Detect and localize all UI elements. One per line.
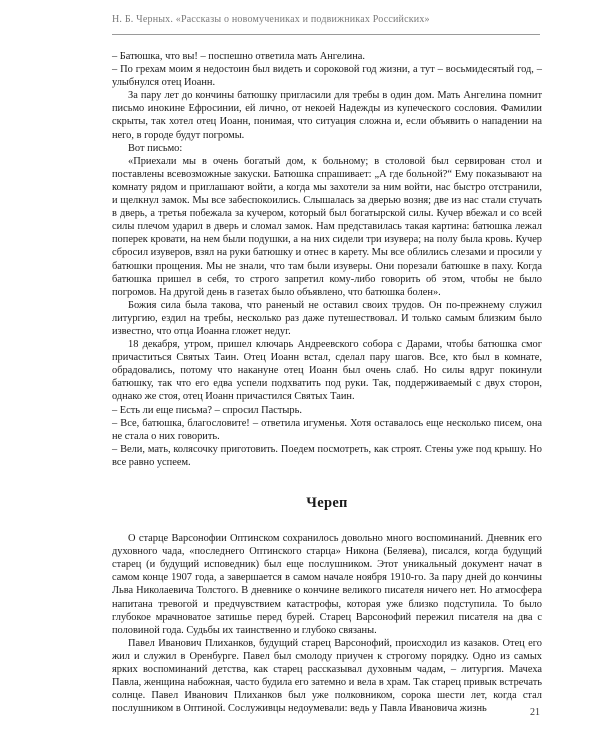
header-rule: [112, 34, 540, 35]
paragraph: – По грехам моим я недостоин был видеть и сороковой год жизни, а тут – восьмидесятый год, – улыбнулся отец Иоанн.: [112, 64, 542, 89]
paragraph: Божия сила была такова, что раненый не оставил своих трудов. Он по-прежнему служил литургию, ездил на требы, несколько раз даже путешествовал. И только самым близким было известно, что отца Иоанна гложет недуг.: [112, 299, 542, 337]
paragraph: Павел Иванович Плиханков, будущий старец Варсонофий, происходил из казаков. Отец его жил и служил в Оренбурге. Павел был смолоду приучен к строгому порядку. Одно из самых ярких воспоминаний детства, как старец рассказывал духовным чадам, – литургия. Мачеха Павла, женщина набожная, часто будила его затемно и вела в храм. Так старец привык встречать солнце. Павел Иванович Плиханков был уже полковником, сорока шести лет, когда стал послушником в Оптиной. Сослуживцы недоумевали: ведь у Павла Ивановича жизнь: [112, 637, 542, 715]
paragraph: Вот письмо:: [128, 142, 183, 154]
page-body: [112, 50, 542, 715]
paragraph: 18 декабря, утром, пришел ключарь Андреевского собора с Дарами, чтобы батюшка смог причаститься Святых Таин. Отец Иоанн встал, сделал пару шагов. Все, кто был в комнате, обрадовались, потому что накануне отец Иоанн был очень слаб. Но силы вдруг покинули батюшку, так что его едва успели подхватить под руки. Так, поддерживаемый с двух сторон, однако же стоя, отец Иоанн причастился Святых Таин.: [112, 339, 542, 403]
running-head: Н. Б. Черных. «Рассказы о новомучениках и подвижниках Российских»: [112, 14, 430, 25]
paragraph: О старце Варсонофии Оптинском сохранилось довольно много воспоминаний. Дневник его духовного чада, «последнего Оптинского старца» Никона (Беляева), писался, когда будущий старец (и будущий исповедник) был еще послушником. Этот уникальный документ начат в самом конце 1907 года, а завершается в самом начале ноября 1910-го. За пару дней до кончины Льва Николаевича Толстого. В дневнике о кончине великого писателя ничего нет. Но атмосфера напитана тревогой и предчувствием катастрофы, которая уже близко подступила. То было глубокое мрачноватое затишье перед бурей. Старец Варсонофий пережил писателя на два с половиной года. Судьбы их таинственно и глубоко связаны.: [112, 533, 542, 636]
quoted-letter: «Приехали мы в очень богатый дом, к больному; в столовой был сервирован стол и поставлены всевозможные закуски. Батюшка спрашивает: „А где больной?“ Ему показывают на комнату рядом и приглашают войти, а когда мы захотели за ним войти, нас быстро отстранили, и щелкнул замок. Мы все забеспокоились. Слышалась за дверью возня; две из нас стали стучать в дверь, а третья побежала за кучером, который был богатырской силы. Кучер вбежал и со всей силы плечом ударил в дверь и сломал замок. Нам представилась такая картина: батюшка лежал поперек кровати, на нем были подушки, а на них сидели три изувера; на полу была кровь. Кучер сбросил изуверов, взял на руки батюшку и отнес в карету. Мы все облились слезами и просили у батюшки прощения. Мы не знали, что там были изуверы. Они порезали батюшке в паху. Когда батюшка пришел в себя, то строго запретил кому-либо говорить об этом, чтобы не было погромов. На другой день в газетах было объявлено, что батюшка болен».: [112, 155, 542, 298]
page-number: 21: [530, 707, 540, 718]
paragraph: – Батюшка, что вы! – поспешно ответила мать Ангелина.: [112, 51, 366, 62]
paragraph: – Вели, мать, колясочку приготовить. Поедем посмотреть, как строят. Стены уже под крышу. Но все равно успеем.: [112, 443, 542, 468]
paragraph: За пару лет до кончины батюшку пригласили для требы в один дом. Мать Ангелина помнит письмо инокине Ефросинии, ей лично, от некоей Надежды из купеческого сословия. Фамилии скрыты, так хотел отец Иоанн, понимая, что ситуация сложна и, если объявить о нападении на него, в городе будут погромы.: [112, 90, 542, 141]
paragraph: – Есть ли еще письма? – спросил Пастырь.: [112, 404, 302, 416]
chapter-title: Череп: [306, 495, 348, 511]
paragraph: – Все, батюшка, благословите! – ответила игуменья. Хотя оставалось еще несколько писем, она не стала о них говорить.: [112, 417, 542, 442]
